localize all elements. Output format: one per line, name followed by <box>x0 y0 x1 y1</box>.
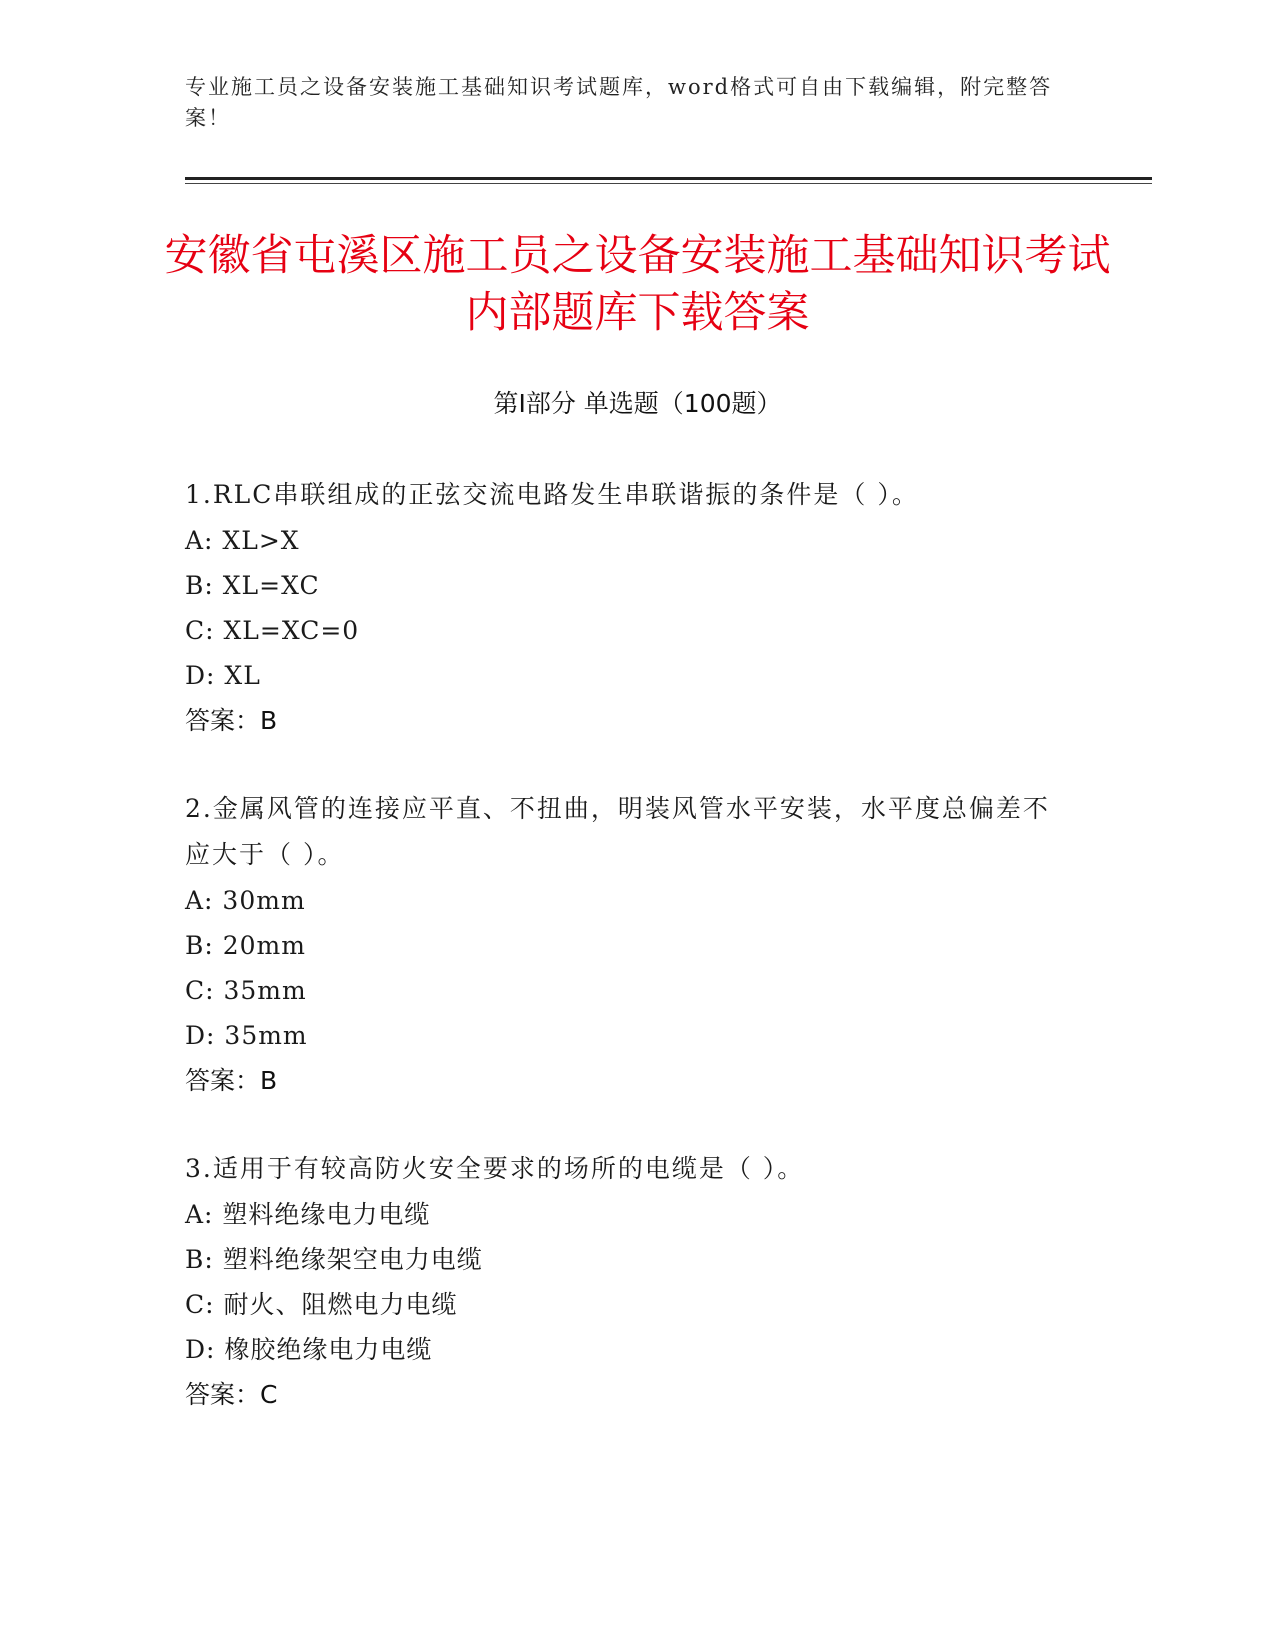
option-c: C: 35mm <box>185 976 307 1005</box>
option-c: C: XL=XC=0 <box>185 616 360 645</box>
question-stem: 2.金属风管的连接应平直、不扭曲，明装风管水平安装，水平度总偏差不应大于（ ）。 <box>185 794 1050 869</box>
header-rule-thin <box>185 183 1152 184</box>
option-c: C: 耐火、阻燃电力电缆 <box>185 1290 458 1319</box>
answer: 答案：B <box>185 1066 278 1095</box>
option-a: A: 30mm <box>185 886 306 915</box>
option-b: B: 塑料绝缘架空电力电缆 <box>185 1245 483 1274</box>
question-stem: 3.适用于有较高防火安全要求的场所的电缆是（ ）。 <box>185 1154 805 1183</box>
option-b: B: 20mm <box>185 931 306 960</box>
option-a: A: XL>X <box>185 526 300 555</box>
question-2 <box>185 786 1065 1104</box>
option-d: D: 橡胶绝缘电力电缆 <box>185 1335 433 1364</box>
option-b: B: XL=XC <box>185 571 320 600</box>
answer: 答案：C <box>185 1380 278 1409</box>
document-title: 安徽省屯溪区施工员之设备安装施工基础知识考试内部题库下载答案 <box>164 231 1111 338</box>
header-note: 专业施工员之设备安装施工基础知识考试题库，word格式可自由下载编辑，附完整答案！ <box>185 75 1053 130</box>
question-3 <box>185 1146 1065 1418</box>
option-a: A: 塑料绝缘电力电缆 <box>185 1200 431 1229</box>
answer: 答案：B <box>185 706 278 735</box>
question-stem: 1.RLC串联组成的正弦交流电路发生串联谐振的条件是（ ）。 <box>185 480 919 509</box>
question-1 <box>185 472 1065 744</box>
option-d: D: XL <box>185 661 261 690</box>
option-d: D: 35mm <box>185 1021 308 1050</box>
header-rule-thick <box>185 177 1152 180</box>
section-title: 第Ⅰ部分 单选题（100题） <box>493 389 782 418</box>
